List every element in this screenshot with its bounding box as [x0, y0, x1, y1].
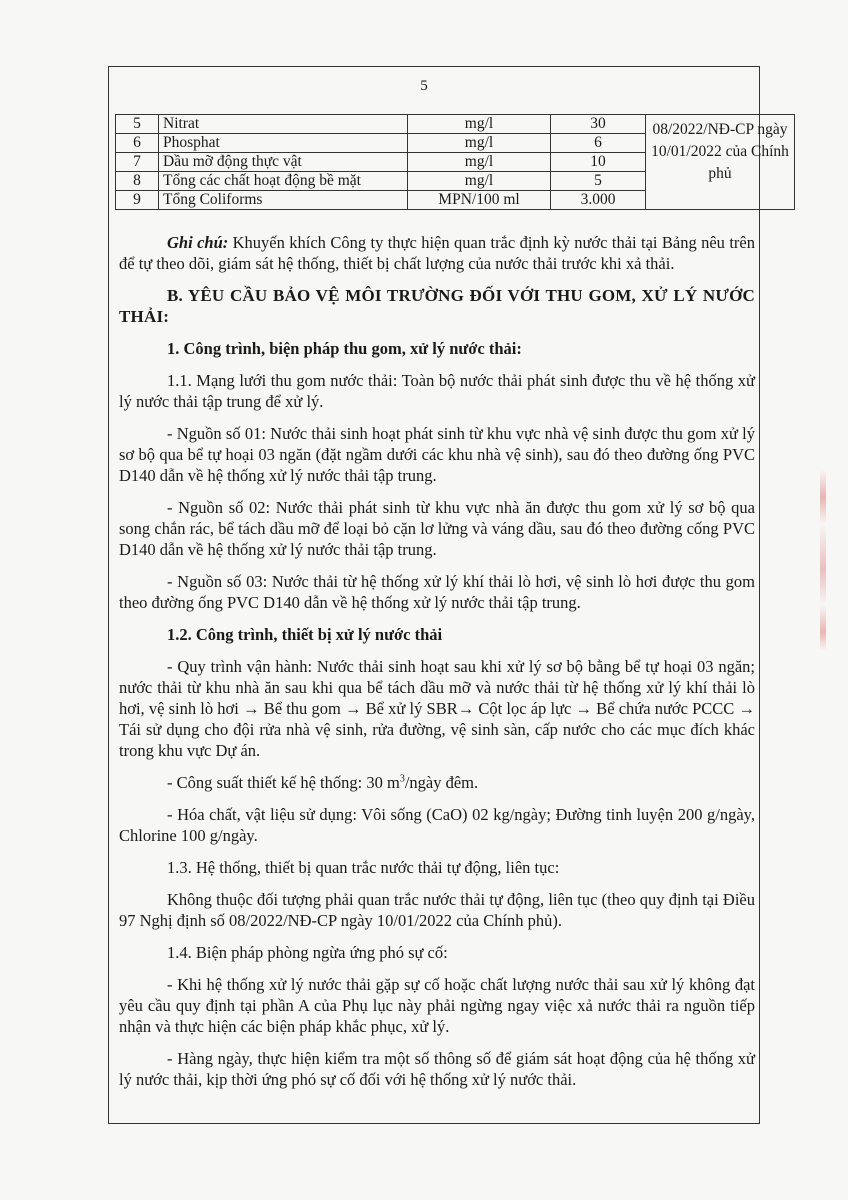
- paragraph-1-1: 1.1. Mạng lưới thu gom nước thải: Toàn bộ nước thải phát sinh được thu về hệ thống xử lý nước thải tập trung để xử lý.: [119, 371, 755, 411]
- row-name: Dầu mỡ động thực vật: [159, 153, 408, 172]
- row-value: 5: [551, 172, 646, 191]
- paragraph-nguon-02: - Nguồn số 02: Nước thải phát sinh từ khu vực nhà ăn được thu gom xử lý sơ bộ qua song chắn rác, bể tách dầu mỡ để loại bỏ cặn lơ lửng và váng dầu, sau đó theo đường cống PVC D140 dẫn về hệ thống xử lý nước thải tập trung.: [119, 498, 755, 559]
- row-name: Nitrat: [159, 115, 408, 134]
- ghi-chu-text: Khuyến khích Công ty thực hiện quan trắc định kỳ nước thải tại Bảng nêu trên để tự theo dõi, giám sát hệ thống, thiết bị chất lượng của nước thải trước khi xả thải.: [119, 233, 755, 273]
- cong-suat-superscript: 3: [399, 773, 405, 785]
- row-unit: mg/l: [408, 153, 551, 172]
- row-unit: mg/l: [408, 115, 551, 134]
- regulation-note: 08/2022/NĐ-CP ngày 10/01/2022 của Chính phủ: [646, 115, 795, 210]
- page-number: 5: [420, 78, 428, 94]
- row-name: Phosphat: [159, 134, 408, 153]
- paragraph-1-4: 1.4. Biện pháp phòng ngừa ứng phó sự cố:: [167, 943, 448, 962]
- row-name: Tổng Coliforms: [159, 191, 408, 210]
- row-value: 3.000: [551, 191, 646, 210]
- row-value: 30: [551, 115, 646, 134]
- row-stt: 6: [116, 134, 159, 153]
- parameter-table: [115, 114, 795, 210]
- paragraph-hoa-chat: - Hóa chất, vật liệu sử dụng: Vôi sống (CaO) 02 kg/ngày; Đường tinh luyện 200 g/ngày, Chlorine 100 g/ngày.: [119, 805, 755, 845]
- paragraph-cong-suat: [119, 772, 755, 793]
- margin-seal-mark: [820, 470, 826, 650]
- section-b-title: B. YÊU CẦU BẢO VỆ MÔI TRƯỜNG ĐỐI VỚI THU GOM, XỬ LÝ NƯỚC THẢI:: [119, 286, 755, 326]
- row-name: Tổng các chất hoạt động bề mặt: [159, 172, 408, 191]
- row-stt: 8: [116, 172, 159, 191]
- document-body: [119, 232, 755, 1101]
- paragraph-hang-ngay: - Hàng ngày, thực hiện kiểm tra một số thông số để giám sát hoạt động của hệ thống xử lý nước thải, kịp thời ứng phó sự cố đối với hệ thống xử lý nước thải.: [119, 1049, 755, 1089]
- row-unit: MPN/100 ml: [408, 191, 551, 210]
- row-value: 6: [551, 134, 646, 153]
- cong-suat-unit: /ngày đêm.: [404, 773, 479, 792]
- paragraph-1-3: 1.3. Hệ thống, thiết bị quan trắc nước thải tự động, liên tục:: [167, 858, 560, 877]
- paragraph-nguon-01: - Nguồn số 01: Nước thải sinh hoạt phát sinh từ khu vực nhà vệ sinh được thu gom xử lý sơ bộ qua bể tự hoại 03 ngăn (đặt ngầm dưới các khu nhà vệ sinh), sau đó theo đường ống PVC D140 dẫn về hệ thống xử lý nước thải tập trung.: [119, 424, 755, 485]
- paragraph-nguon-03: - Nguồn số 03: Nước thải từ hệ thống xử lý khí thải lò hơi, vệ sinh lò hơi được thu gom theo đường ống PVC D140 dẫn về hệ thống xử lý nước thải tập trung.: [119, 572, 755, 612]
- ghi-chu-label: Ghi chú:: [167, 233, 229, 252]
- row-value: 10: [551, 153, 646, 172]
- heading-1-2: 1.2. Công trình, thiết bị xử lý nước thải: [167, 625, 443, 644]
- cong-suat-text: - Công suất thiết kế hệ thống: 30 m: [167, 773, 400, 792]
- row-stt: 9: [116, 191, 159, 210]
- row-unit: mg/l: [408, 134, 551, 153]
- heading-1: 1. Công trình, biện pháp thu gom, xử lý nước thải:: [167, 339, 522, 358]
- paragraph-quy-trinh: - Quy trình vận hành: Nước thải sinh hoạt sau khi xử lý sơ bộ bằng bể tự hoại 03 ngăn; nước thải từ khu nhà ăn sau khi qua bể tách dầu mỡ và nước thải từ hệ thống xử lý khí thải lò hơi, vệ sinh lò hơi → Bể thu gom → Bể xử lý SBR→ Cột lọc áp lực → Bể chứa nước PCCC → Tái sử dụng cho đội rửa nhà vệ sinh, rửa đường, vệ sinh sàn, cấp nước cho các mục đích khác trong khu vực Dự án.: [119, 657, 755, 760]
- row-unit: mg/l: [408, 172, 551, 191]
- paragraph-khi-he-thong: - Khi hệ thống xử lý nước thải gặp sự cố hoặc chất lượng nước thải sau xử lý không đạt yêu cầu quy định tại phần A của Phụ lục này phải ngừng ngay việc xả nước thải ra nguồn tiếp nhận và thực hiện các biện pháp khắc phục, xử lý.: [119, 975, 755, 1036]
- table-row: [116, 115, 795, 134]
- ghi-chu-paragraph: [119, 232, 755, 274]
- paragraph-khong-thuoc: Không thuộc đối tượng phải quan trắc nước thải tự động, liên tục (theo quy định tại Điều 97 Nghị định số 08/2022/NĐ-CP ngày 10/01/2022 của Chính phủ).: [119, 890, 755, 930]
- row-stt: 7: [116, 153, 159, 172]
- row-stt: 5: [116, 115, 159, 134]
